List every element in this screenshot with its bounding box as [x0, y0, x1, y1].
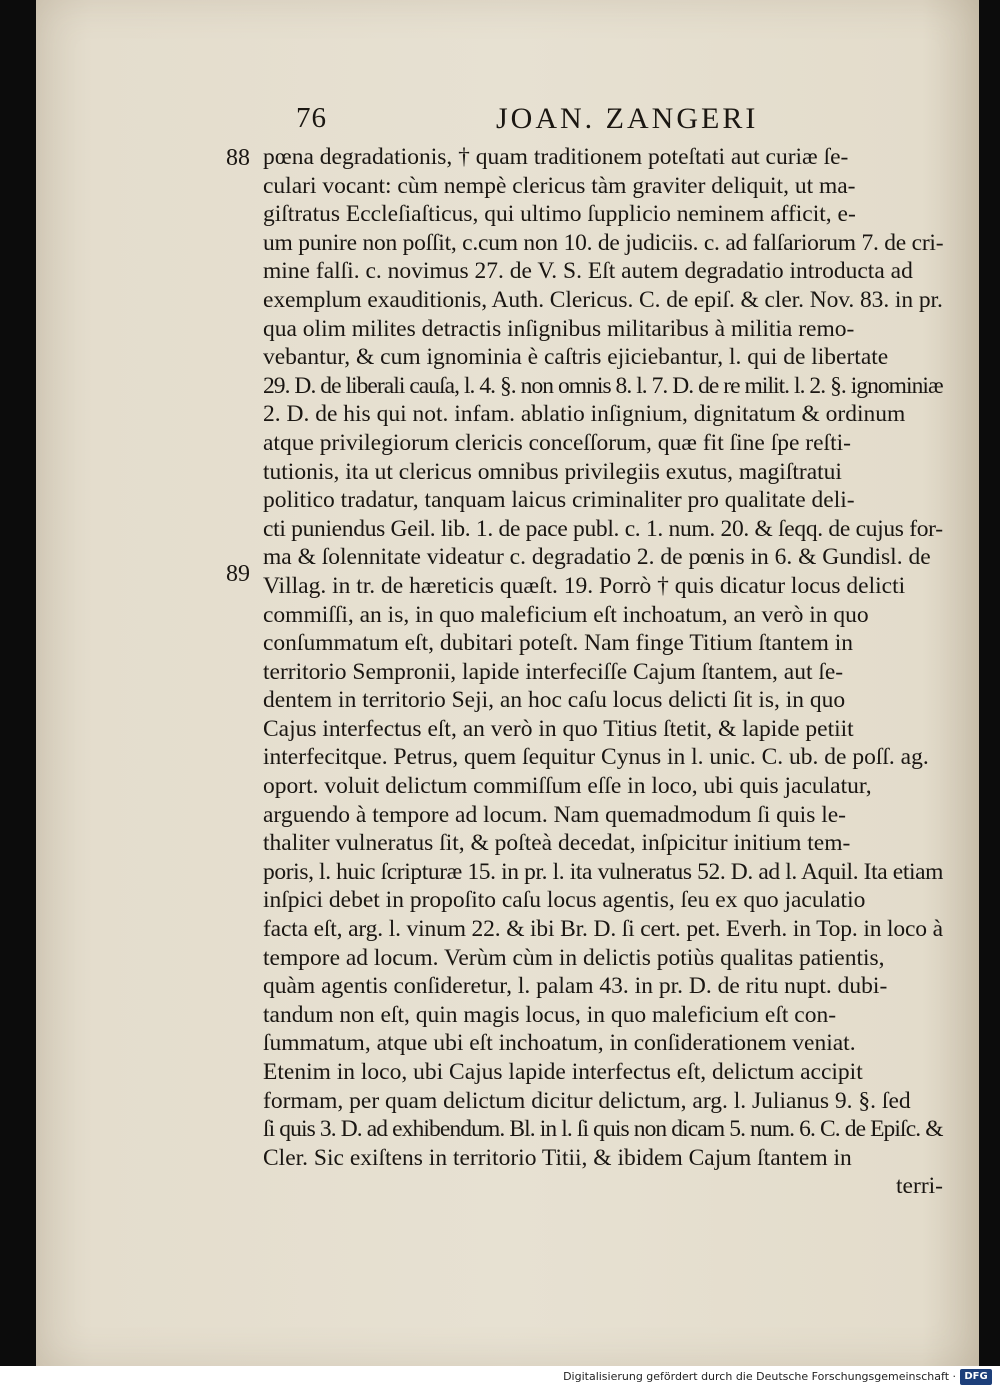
footer-credit: Digitalisierung gefördert durch die Deutsche Forschungsgemeinschaft · — [563, 1370, 956, 1383]
digitization-footer — [0, 1366, 1000, 1389]
dfg-logo: DFG — [960, 1369, 992, 1385]
text-line: 2. D. de his qui not. infam. ablatio inſignium, dignitatum & ordinum — [263, 401, 906, 428]
text-line: politico tradatur, tanquam laicus criminaliter pro qualitate deli- — [263, 487, 855, 514]
text-line: formam, per quam delictum dicitur delictum, arg. l. Julianus 9. §. ſed — [263, 1087, 911, 1114]
text-line: Etenim in loco, ubi Cajus lapide interfectus eſt, delictum accipit — [263, 1059, 863, 1085]
text-line: Villag. in tr. de hæreticis quæſt. 19. Porrò † quis dicatur locus delicti — [263, 572, 906, 599]
text-line: quàm agentis conſideretur, l. palam 43. in pr. D. de ritu nupt. dubi- — [263, 973, 888, 1000]
page-number: 76 — [296, 102, 327, 134]
text-line: thaliter vulneratus ſit, & poſteà decedat, inſpicitur initium tem- — [263, 830, 851, 857]
text-line: qua olim milites detractis inſignibus militaribus à militia remo- — [263, 315, 855, 342]
text-line: ſummatum, atque ubi eſt inchoatum, in conſiderationem veniat. — [263, 1030, 856, 1057]
text-line: Cler. Sic exiſtens in territorio Titii, & ibidem Cajum ſtantem in — [263, 1144, 852, 1171]
margin-number-88: 88 — [226, 145, 250, 171]
text-line: poris, l. huic ſcripturæ 15. in pr. l. ita vulneratus 52. D. ad l. Aquil. Ita etiam — [263, 858, 944, 885]
text-line: arguendo à tempore ad locum. Nam quemadmodum ſi quis le- — [263, 801, 847, 828]
text-line: interfecitque. Petrus, quem ſequitur Cynus in l. unic. C. ub. de poſſ. ag. — [263, 744, 929, 771]
text-line: giſtratus Eccleſiaſticus, qui ultimo ſupplicio neminem afficit, e- — [263, 201, 856, 228]
text-line: 29. D. de liberali cauſa, l. 4. §. non omnis 8. l. 7. D. de re milit. l. 2. §. ignominiæ — [263, 372, 943, 399]
text-line: ſi quis 3. D. ad exhibendum. Bl. in l. ſi quis non dicam 5. num. 6. C. de Epiſc. & — [263, 1116, 943, 1143]
text-line: pœna degradationis, † quam traditionem poteſtati aut curiæ ſe- — [263, 144, 849, 170]
text-line: commiſſi, an is, in quo maleficium eſt inchoatum, an verò in quo — [263, 601, 869, 628]
text-line: vebantur, & cum ignominia è caſtris ejiciebantur, l. qui de libertate — [263, 344, 889, 371]
text-line: tempore ad locum. Verùm cùm in delictis potiùs qualitas patientis, — [263, 944, 885, 971]
text-line: inſpici debet in propoſito caſu locus agentis, ſeu ex quo jaculatio — [263, 887, 866, 914]
text-line: Cajus interfectus eſt, an verò in quo Titius ſtetit, & lapide petiit — [263, 715, 854, 742]
running-head: JOAN. ZANGERI — [496, 102, 759, 135]
text-line: tandum non eſt, quin magis locus, in quo maleficium eſt con- — [263, 1001, 837, 1028]
text-line: territorio Sempronii, lapide interfeciſſe Cajum ſtantem, aut ſe- — [263, 658, 844, 685]
text-line: dentem in territorio Seji, an hoc caſu locus delicti ſit is, in quo — [263, 687, 846, 714]
text-line: ma & ſolennitate videatur c. degradatio 2. de pœnis in 6. & Gundisl. de — [263, 544, 931, 571]
text-line: terri- — [896, 1173, 943, 1200]
text-line: atque privilegiorum clericis conceſſorum, quæ fit ſine ſpe reſti- — [263, 429, 851, 456]
text-line: cti puniendus Geil. lib. 1. de pace publ. c. 1. num. 20. & ſeqq. de cujus for- — [263, 515, 943, 542]
text-line: conſummatum eſt, dubitari poteſt. Nam finge Titium ſtantem in — [263, 630, 854, 657]
text-line: oport. voluit delictum commiſſum eſſe in loco, ubi quis jaculatur, — [263, 773, 872, 800]
body-text — [263, 143, 943, 1201]
text-line: mine falſi. c. novimus 27. de V. S. Eſt autem degradatio introducta ad — [263, 258, 913, 285]
text-line: culari vocant: cùm nempè clericus tàm graviter deliquit, ut ma- — [263, 172, 856, 199]
text-line: tutionis, ita ut clericus omnibus privilegiis exutus, magiſtratui — [263, 458, 842, 485]
text-line: facta eſt, arg. l. vinum 22. & ibi Br. D. ſi cert. pet. Everh. in Top. in loco à — [263, 916, 943, 943]
text-line: um punire non poſſit, c.cum non 10. de judiciis. c. ad falſariorum 7. de cri- — [263, 229, 944, 256]
page-header — [296, 102, 816, 142]
text-line: exemplum exauditionis, Auth. Clericus. C. de epiſ. & cler. Nov. 83. in pr. — [263, 286, 943, 313]
margin-number-89: 89 — [226, 561, 250, 587]
